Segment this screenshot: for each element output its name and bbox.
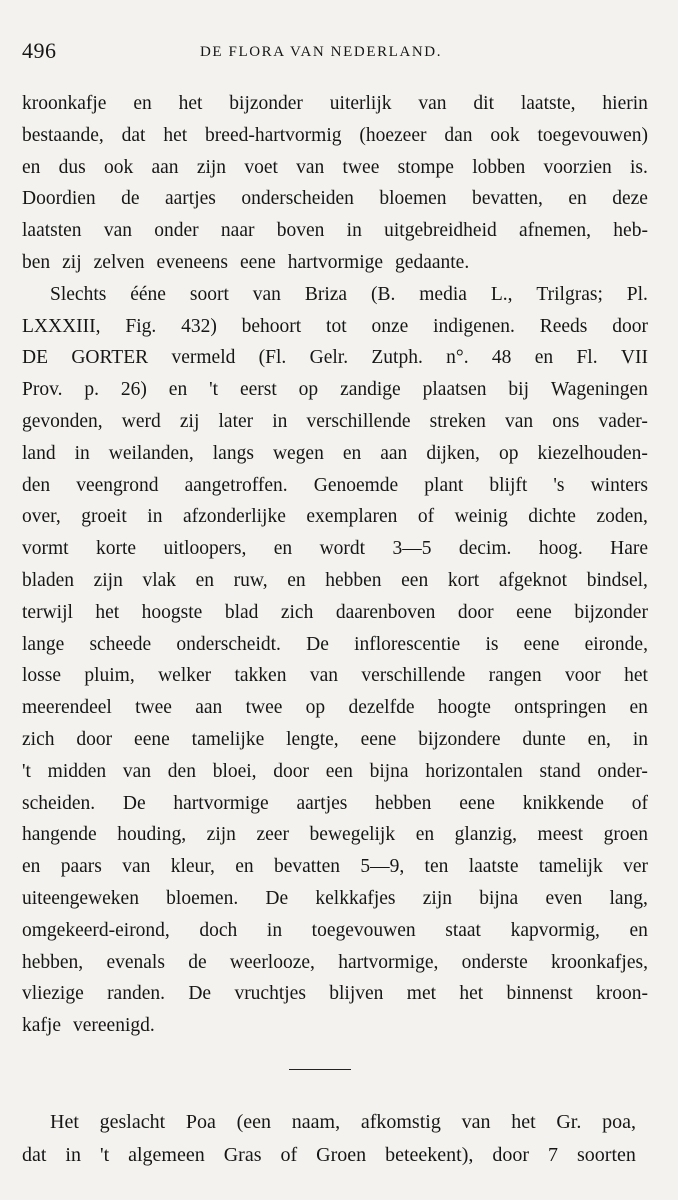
text-line: LXXXIII, Fig. 432) behoort tot onze indigenen. Reeds door xyxy=(22,315,648,337)
text-line: kafje vereenigd. xyxy=(22,1015,155,1037)
text-line: land in weilanden, langs wegen en aan dijken, op kiezelhouden- xyxy=(22,442,648,464)
text-line: en paars van kleur, en bevatten 5—9, ten laatste tamelijk ver xyxy=(22,856,648,878)
text-line: 't midden van den bloei, door een bijna horizontalen stand onder- xyxy=(22,760,648,782)
text-line: laatsten van onder naar boven in uitgebreidheid afnemen, heb- xyxy=(22,220,648,242)
text-line: meerendeel twee aan twee op dezelfde hoogte ontspringen en xyxy=(22,697,648,719)
text-line: dat in 't algemeen Gras of Groen beteekent), door 7 soorten xyxy=(22,1144,636,1166)
text-line: den veengrond aangetroffen. Genoemde plant blijft 's winters xyxy=(22,474,648,496)
text-line: omgekeerd-eirond, doch in toegevouwen staat kapvormig, en xyxy=(22,919,648,941)
text-line: vliezige randen. De vruchtjes blijven met het binnenst kroon- xyxy=(22,983,648,1005)
text-line: scheiden. De hartvormige aartjes hebben eene knikkende of xyxy=(22,792,648,814)
text-line: ben zij zelven eveneens eene hartvormige gedaante. xyxy=(22,251,470,273)
paragraph xyxy=(22,1106,636,1172)
text-line: Slechts ééne soort van Briza (B. media L., Trilgras; Pl. xyxy=(50,283,648,305)
text-line: kroonkafje en het bijzonder uiterlijk van dit laatste, hierin xyxy=(22,93,648,114)
text-line: vormt korte uitloopers, en wordt 3—5 decim. hoog. Hare xyxy=(22,538,648,560)
text-line: gevonden, werd zij later in verschillende streken van ons vader- xyxy=(22,410,648,432)
page-number: 496 xyxy=(22,38,57,63)
text-line: lange scheede onderscheidt. De inflorescentie is eene eironde, xyxy=(22,633,648,655)
text-line: Prov. p. 26) en 't eerst op zandige plaatsen bij Wageningen xyxy=(22,379,648,401)
text-line: hebben, evenals de weerlooze, hartvormige, onderste kroonkafjes, xyxy=(22,951,648,973)
text-line: uiteengeweken bloemen. De kelkkafjes zijn bijna even lang, xyxy=(22,887,648,909)
text-line: over, groeit in afzonderlijke exemplaren of weinig dichte zoden, xyxy=(22,506,648,528)
text-line: hangende houding, zijn zeer bewegelijk en glanzig, meest groen xyxy=(22,824,648,846)
next-section-text xyxy=(22,1106,636,1172)
paragraph xyxy=(22,88,648,279)
text-line: bladen zijn vlak en ruw, en hebben een kort afgeknot bindsel, xyxy=(22,569,648,591)
running-title: DE FLORA VAN NEDERLAND. xyxy=(200,44,443,60)
paragraph xyxy=(22,279,648,1042)
text-line: losse pluim, welker takken van verschillende rangen voor het xyxy=(22,665,648,687)
text-line: zich door eene tamelijke lengte, eene bijzondere dunte en, in xyxy=(22,728,648,750)
main-text xyxy=(22,88,648,1042)
text-line: bestaande, dat het breed-hartvormig (hoezeer dan ook toegevouwen) xyxy=(22,124,648,146)
text-line: Het geslacht Poa (een naam, afkomstig van het Gr. poa, xyxy=(50,1111,636,1133)
text-line: DE GORTER vermeld (Fl. Gelr. Zutph. n°. 48 en Fl. VII xyxy=(22,347,648,369)
section-divider xyxy=(289,1069,351,1070)
page-header xyxy=(22,38,642,68)
text-line: terwijl het hoogste blad zich daarenboven door eene bijzonder xyxy=(22,601,648,623)
text-line: en dus ook aan zijn voet van twee stompe lobben voorzien is. xyxy=(22,156,648,178)
text-line: Doordien de aartjes onderscheiden bloemen bevatten, en deze xyxy=(22,188,648,210)
